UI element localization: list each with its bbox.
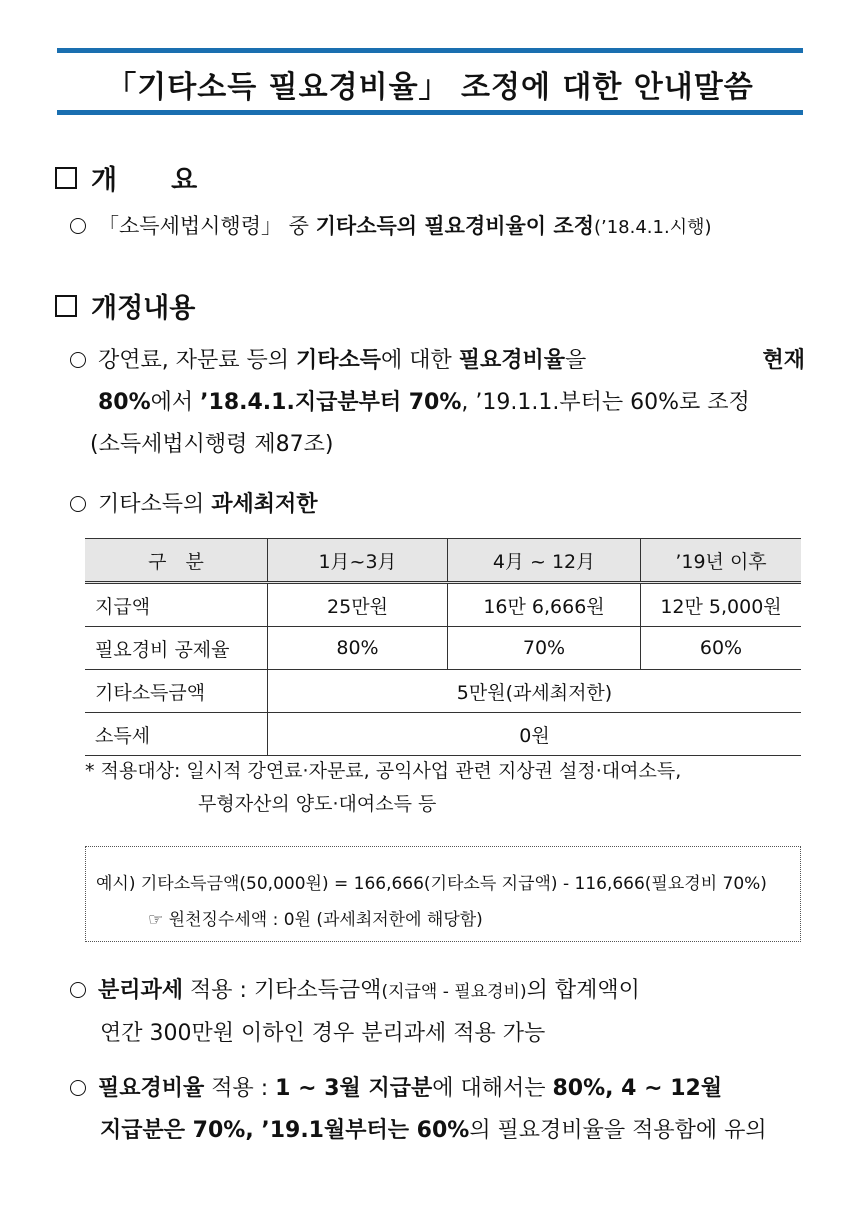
- change1-paragraph: [70, 340, 805, 466]
- change4-line2: 지급분은 70%, ’19.1월부터는 60%의 필요경비율을 적용함에 유의: [100, 1118, 767, 1143]
- overview-line: 「소득세법시행령」 중 기타소득의 필요경비율이 조정(’18.4.1.시행): [70, 205, 712, 249]
- table-header-row: [85, 539, 801, 583]
- table-row-label: 기타소득금액: [85, 670, 268, 713]
- checkbox-square-icon: [55, 295, 77, 317]
- example-line1: 예시) 기타소득금액(50,000원) = 166,666(기타소득 지급액) - 116,666(필요경비 70%): [96, 874, 767, 894]
- table-row: [85, 583, 801, 627]
- circle-bullet-icon: [70, 496, 86, 512]
- table-header: 구 분: [85, 539, 268, 583]
- title-top-bar: [57, 48, 803, 53]
- table-cell: 0원: [268, 713, 802, 756]
- example-line2: ☞ 원천징수세액 : 0원 (과세최저한에 해당함): [148, 910, 483, 930]
- note-line2: 무형자산의 양도·대여소득 등: [198, 793, 437, 815]
- section-changes: [55, 286, 195, 325]
- change1-line1: 강연료, 자문료 등의 기타소득에 대한 필요경비율을 현재: [70, 340, 805, 382]
- table-cell: 70%: [448, 627, 641, 670]
- change1-line2: 80%에서 ’18.4.1.지급분부터 70%, ’19.1.1.부터는 60%로 조정: [98, 390, 750, 415]
- note: [85, 755, 681, 821]
- table-row: [85, 627, 801, 670]
- table-cell: 5만원(과세최저한): [268, 670, 802, 713]
- table-header: ’19년 이후: [641, 539, 802, 583]
- table-cell: 16만 6,666원: [448, 583, 641, 627]
- circle-bullet-icon: [70, 218, 86, 234]
- change4-line1: 필요경비율 적용 : 1 ~ 3월 지급분에 대해서는 80%, 4 ~ 12월: [70, 1068, 805, 1110]
- note-line1: * 적용대상: 일시적 강연료·자문료, 공익사업 관련 지상권 설정·대여소득,: [85, 760, 682, 782]
- page-title: 「기타소득 필요경비율」 조정에 대한 안내말씀: [106, 70, 754, 105]
- example-box: [85, 846, 801, 942]
- change3-paragraph: [70, 970, 805, 1055]
- change3-line2: 연간 300만원 이하인 경우 분리과세 적용 가능: [100, 1021, 546, 1046]
- section-changes-title: 개정내용: [91, 293, 196, 324]
- table-row: [85, 670, 801, 713]
- change1-line3: (소득세법시행령 제87조): [90, 432, 334, 457]
- table-row-label: 필요경비 공제율: [85, 627, 268, 670]
- title-bottom-bar: [57, 110, 803, 115]
- table-row: [85, 713, 801, 756]
- change2-line: 기타소득의 과세최저한: [70, 484, 318, 526]
- tax-threshold-table: [85, 538, 801, 756]
- table-cell: 60%: [641, 627, 802, 670]
- table-header: 4月 ~ 12月: [448, 539, 641, 583]
- table-row-label: 소득세: [85, 713, 268, 756]
- circle-bullet-icon: [70, 352, 86, 368]
- table-row-label: 지급액: [85, 583, 268, 627]
- change3-line1: 분리과세 적용 : 기타소득금액(지급액 - 필요경비)의 합계액이: [70, 970, 805, 1013]
- table-cell: 80%: [268, 627, 448, 670]
- table-header: 1月~3月: [268, 539, 448, 583]
- circle-bullet-icon: [70, 1080, 86, 1096]
- section-overview: [55, 158, 197, 197]
- section-overview-title: 개 요: [91, 165, 198, 196]
- table-cell: 12만 5,000원: [641, 583, 802, 627]
- title-box: [57, 48, 803, 115]
- checkbox-square-icon: [55, 167, 77, 189]
- circle-bullet-icon: [70, 982, 86, 998]
- table-cell: 25만원: [268, 583, 448, 627]
- change4-paragraph: [70, 1068, 805, 1152]
